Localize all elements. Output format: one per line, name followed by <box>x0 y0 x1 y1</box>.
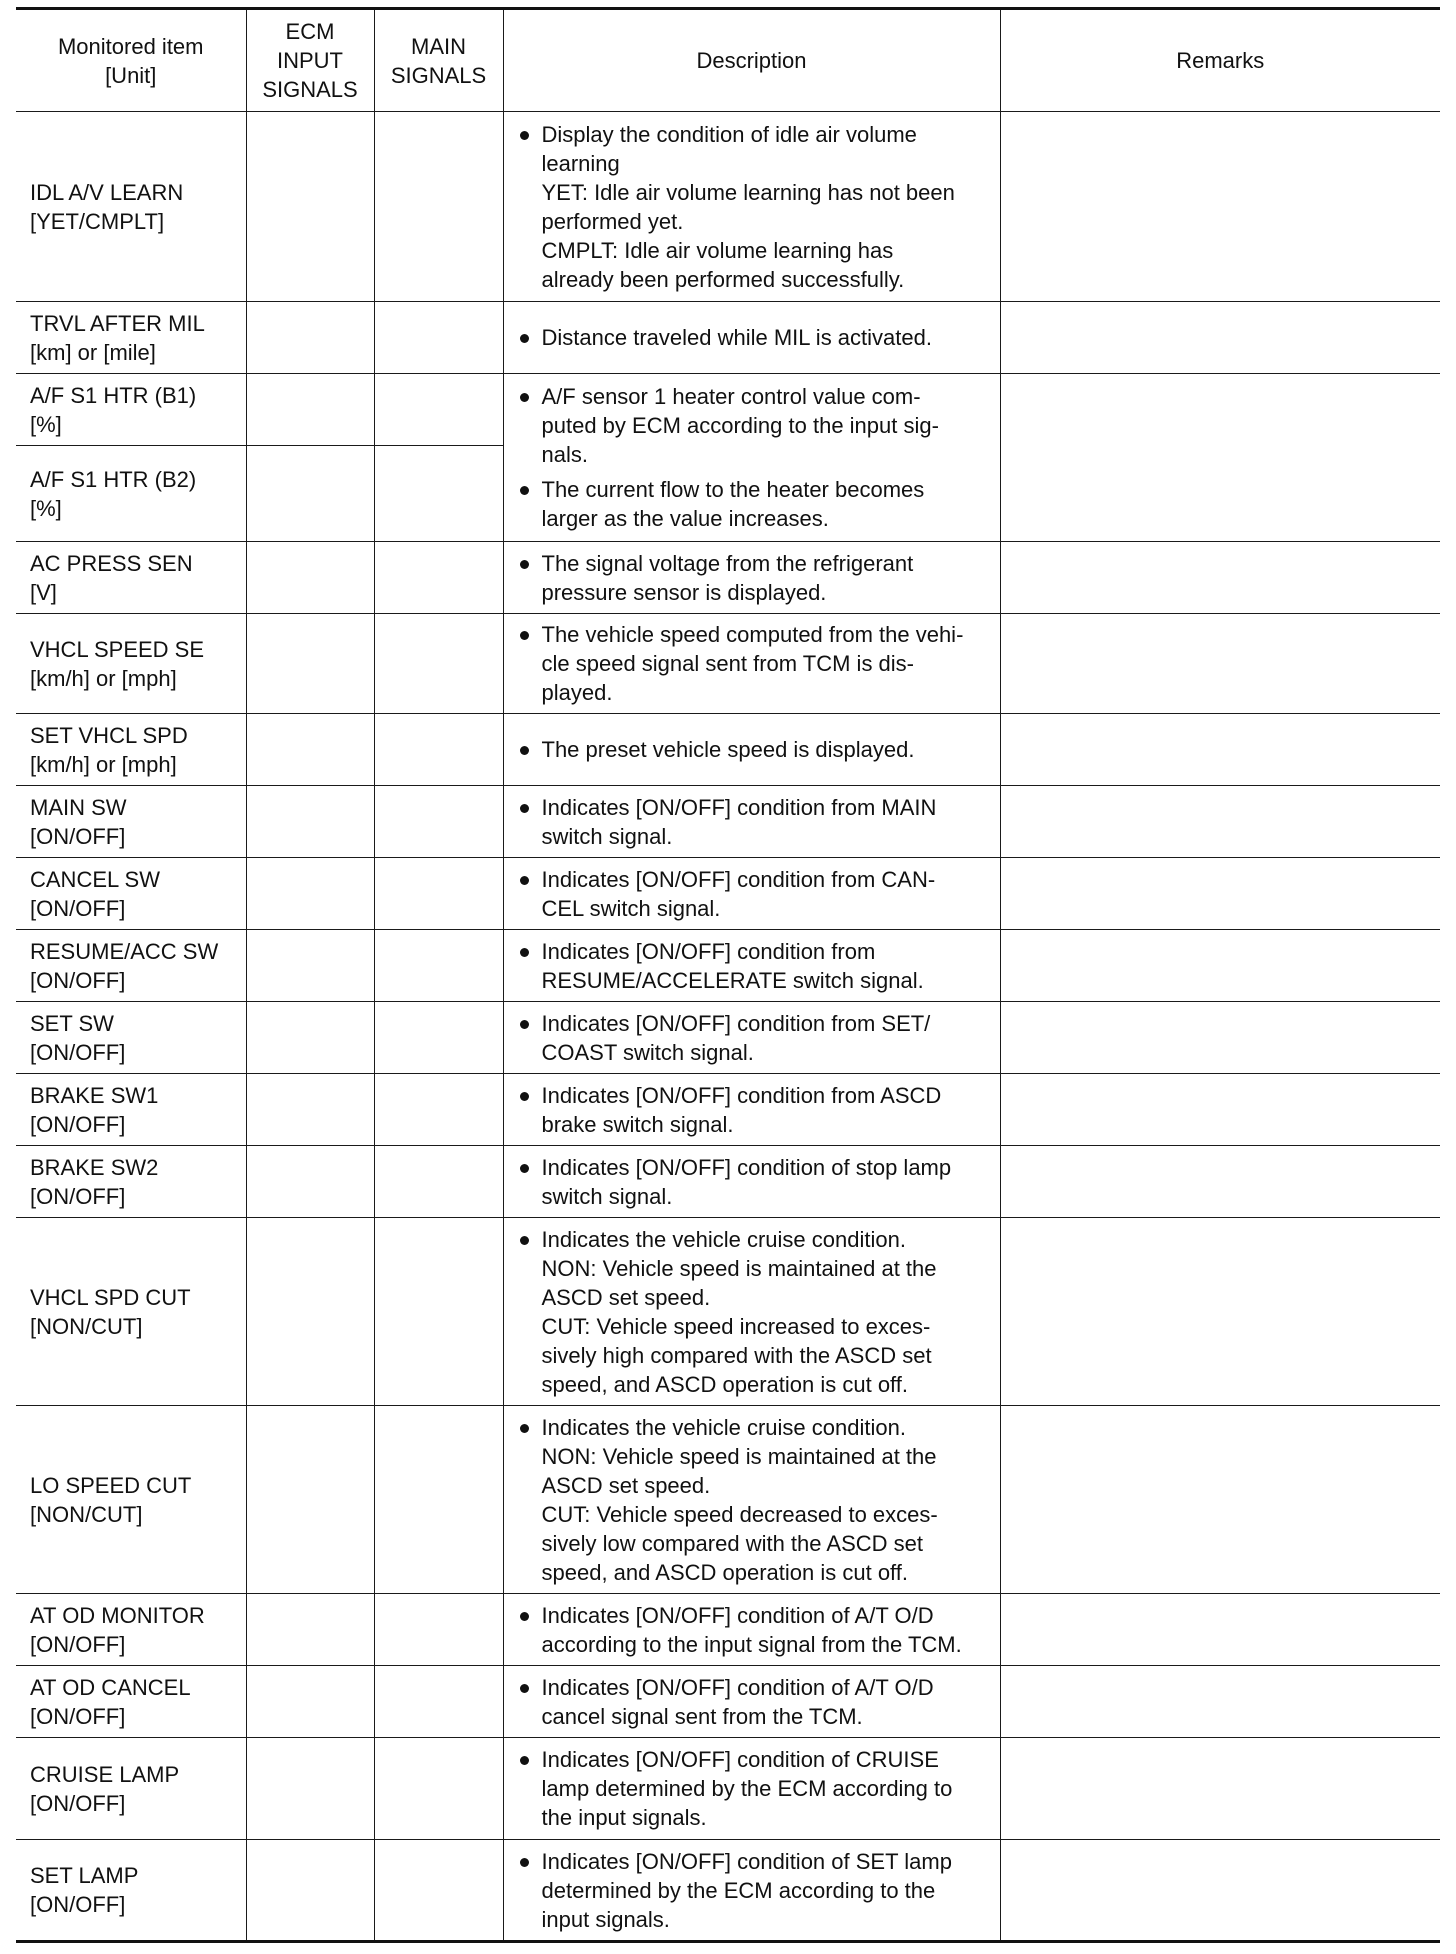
description-cell <box>503 1738 1000 1840</box>
description-line: Indicates [ON/OFF] condition from <box>541 938 876 964</box>
description-line: nals. <box>541 442 588 467</box>
item-unit: [ON/OFF] <box>30 967 126 993</box>
description-bullet <box>516 1673 996 1731</box>
main-signals-cell <box>374 1738 503 1840</box>
description-bullet <box>516 1225 996 1399</box>
monitor-item-table <box>16 7 1440 1943</box>
description-line: already been performed successfully. <box>541 266 905 292</box>
remarks-cell <box>1000 614 1440 714</box>
item-unit: [NON/CUT] <box>30 1501 143 1527</box>
description-list <box>516 382 996 533</box>
main-signals-cell <box>374 1594 503 1666</box>
header-remarks: Remarks <box>1000 9 1440 112</box>
remarks-cell <box>1000 1146 1440 1218</box>
main-signals-cell <box>374 542 503 614</box>
table-row <box>16 1738 1440 1840</box>
description-bullet <box>516 1847 996 1934</box>
description-line: cancel signal sent from the TCM. <box>541 1703 863 1729</box>
monitored-item-cell <box>16 1002 246 1074</box>
description-line: larger as the value increases. <box>541 506 829 531</box>
description-line: YET: Idle air volume learning has not been <box>541 179 955 205</box>
ecm-input-signals-cell <box>246 1218 374 1406</box>
description-cell <box>503 1146 1000 1218</box>
ecm-input-signals-cell <box>246 1666 374 1738</box>
ecm-input-signals-cell <box>246 930 374 1002</box>
remarks-cell <box>1000 1666 1440 1738</box>
description-line: switch signal. <box>541 823 673 849</box>
description-line: sively high compared with the ASCD set <box>541 1342 932 1368</box>
description-bullet <box>516 382 996 469</box>
item-name: SET LAMP <box>30 1863 139 1888</box>
description-line: Indicates [ON/OFF] condition of SET lamp <box>541 1848 952 1874</box>
item-name: AT OD CANCEL <box>30 1674 191 1700</box>
description-line: NON: Vehicle speed is maintained at the <box>541 1443 937 1469</box>
description-line: Indicates the vehicle cruise condition. <box>541 1226 906 1252</box>
main-signals-cell <box>374 1218 503 1406</box>
remarks-cell <box>1000 786 1440 858</box>
monitored-item-cell <box>16 930 246 1002</box>
item-name: VHCL SPEED SE <box>30 636 205 662</box>
table-row <box>16 1218 1440 1406</box>
description-line: CUT: Vehicle speed decreased to exces- <box>541 1501 938 1527</box>
monitored-item-cell <box>16 714 246 786</box>
item-name: AC PRESS SEN <box>30 550 193 576</box>
remarks-cell <box>1000 1406 1440 1594</box>
item-unit: [ON/OFF] <box>30 1892 126 1917</box>
monitored-item-cell <box>16 1840 246 1942</box>
monitored-item-cell <box>16 614 246 714</box>
table-row <box>16 786 1440 858</box>
monitored-item-cell <box>16 374 246 446</box>
description-bullet <box>516 1601 996 1659</box>
description-cell <box>503 786 1000 858</box>
monitored-item-cell <box>16 112 246 302</box>
table-row <box>16 1146 1440 1218</box>
description-list <box>516 549 996 607</box>
table-row <box>16 858 1440 930</box>
table-row <box>16 1594 1440 1666</box>
description-cell <box>503 1218 1000 1406</box>
table-row <box>16 542 1440 614</box>
table-row <box>16 1406 1440 1594</box>
description-line: The vehicle speed computed from the vehi- <box>541 622 964 647</box>
ecm-input-signals-cell <box>246 1146 374 1218</box>
description-line: A/F sensor 1 heater control value com- <box>541 384 921 409</box>
item-unit: [ON/OFF] <box>30 823 126 849</box>
description-line: sively low compared with the ASCD set <box>541 1530 923 1556</box>
description-line: Indicates [ON/OFF] condition from ASCD <box>541 1082 942 1108</box>
description-line: Display the condition of idle air volume <box>541 121 917 147</box>
monitored-item-cell <box>16 446 246 542</box>
description-line: Distance traveled while MIL is activated. <box>541 325 932 350</box>
remarks-cell <box>1000 374 1440 542</box>
description-bullet <box>516 1413 996 1587</box>
item-unit: [km] or [mile] <box>30 339 156 365</box>
main-signals-cell <box>374 1666 503 1738</box>
ecm-input-signals-cell <box>246 858 374 930</box>
monitored-item-cell <box>16 1594 246 1666</box>
header-ecm-input-signals: ECM INPUT SIGNALS <box>246 9 374 112</box>
item-name: LO SPEED CUT <box>30 1472 192 1498</box>
description-cell <box>503 614 1000 714</box>
table-row <box>16 930 1440 1002</box>
item-unit: [%] <box>30 411 62 437</box>
description-line: ASCD set speed. <box>541 1284 711 1310</box>
table-row <box>16 614 1440 714</box>
main-signals-cell <box>374 1074 503 1146</box>
description-line: Indicates [ON/OFF] condition of stop lamp <box>541 1154 952 1180</box>
description-bullet <box>516 1745 996 1832</box>
ecm-input-signals-cell <box>246 1406 374 1594</box>
main-signals-cell <box>374 786 503 858</box>
remarks-cell <box>1000 1840 1440 1942</box>
description-line: RESUME/ACCELERATE switch signal. <box>541 967 924 993</box>
main-signals-cell <box>374 446 503 542</box>
description-list <box>516 1081 996 1139</box>
description-line: COAST switch signal. <box>541 1039 754 1065</box>
main-signals-cell <box>374 302 503 374</box>
table-row <box>16 1002 1440 1074</box>
description-cell <box>503 112 1000 302</box>
remarks-cell <box>1000 930 1440 1002</box>
item-name: BRAKE SW1 <box>30 1082 159 1108</box>
ecm-input-signals-cell <box>246 1840 374 1942</box>
monitored-item-cell <box>16 786 246 858</box>
remarks-cell <box>1000 542 1440 614</box>
description-line: performed yet. <box>541 208 684 234</box>
description-line: played. <box>541 680 613 705</box>
main-signals-cell <box>374 112 503 302</box>
header-monitored-item: Monitored item [Unit] <box>16 9 246 112</box>
description-list <box>516 1009 996 1067</box>
description-line: CUT: Vehicle speed increased to exces- <box>541 1313 931 1339</box>
description-line: input signals. <box>541 1906 670 1932</box>
table-row <box>16 1840 1440 1942</box>
description-cell <box>503 1594 1000 1666</box>
description-line: determined by the ECM according to the <box>541 1877 936 1903</box>
description-line: Indicates the vehicle cruise condition. <box>541 1414 906 1440</box>
description-line: The signal voltage from the refrigerant <box>541 550 914 576</box>
item-name: CRUISE LAMP <box>30 1761 180 1787</box>
description-cell <box>503 858 1000 930</box>
ecm-input-signals-cell <box>246 112 374 302</box>
description-list <box>516 1225 996 1399</box>
item-name: A/F S1 HTR (B1) <box>30 382 197 408</box>
description-bullet <box>516 793 996 851</box>
description-list <box>516 323 996 352</box>
description-list <box>516 1847 996 1934</box>
main-signals-cell <box>374 374 503 446</box>
description-bullet <box>516 735 996 764</box>
item-unit: [ON/OFF] <box>30 1703 126 1729</box>
remarks-cell <box>1000 858 1440 930</box>
item-name: CANCEL SW <box>30 866 160 892</box>
description-line: speed, and ASCD operation is cut off. <box>541 1371 908 1397</box>
description-bullet <box>516 549 996 607</box>
remarks-cell <box>1000 1218 1440 1406</box>
monitored-item-cell <box>16 542 246 614</box>
description-list <box>516 1153 996 1211</box>
main-signals-cell <box>374 858 503 930</box>
description-list <box>516 1745 996 1832</box>
ecm-input-signals-cell <box>246 786 374 858</box>
item-unit: [ON/OFF] <box>30 1631 126 1657</box>
description-cell <box>503 1074 1000 1146</box>
description-cell <box>503 1406 1000 1594</box>
description-line: pressure sensor is displayed. <box>541 579 827 605</box>
ecm-input-signals-cell <box>246 446 374 542</box>
table-row <box>16 112 1440 302</box>
ecm-input-signals-cell <box>246 1594 374 1666</box>
description-line: Indicates [ON/OFF] condition of CRUISE <box>541 1747 939 1772</box>
description-bullet <box>516 1081 996 1139</box>
monitored-item-cell <box>16 1738 246 1840</box>
description-bullet <box>516 865 996 923</box>
description-line: according to the input signal from the TCM. <box>541 1631 962 1657</box>
monitored-item-cell <box>16 1074 246 1146</box>
item-unit: [ON/OFF] <box>30 1111 126 1137</box>
ecm-input-signals-cell <box>246 1738 374 1840</box>
monitored-item-cell <box>16 1666 246 1738</box>
description-cell <box>503 302 1000 374</box>
description-line: the input signals. <box>541 1805 707 1830</box>
item-name: SET VHCL SPD <box>30 722 188 748</box>
description-bullet <box>516 323 996 352</box>
main-signals-cell <box>374 614 503 714</box>
monitored-item-cell <box>16 1218 246 1406</box>
description-line: Indicates [ON/OFF] condition from CAN- <box>541 866 936 892</box>
item-name: TRVL AFTER MIL <box>30 310 205 336</box>
item-unit: [ON/OFF] <box>30 1183 126 1209</box>
description-bullet <box>516 1009 996 1067</box>
main-signals-cell <box>374 1146 503 1218</box>
item-name: A/F S1 HTR (B2) <box>30 466 197 492</box>
description-cell <box>503 930 1000 1002</box>
description-line: Indicates [ON/OFF] condition from SET/ <box>541 1010 931 1036</box>
description-line: NON: Vehicle speed is maintained at the <box>541 1255 937 1281</box>
item-name: BRAKE SW2 <box>30 1154 159 1180</box>
description-line: ASCD set speed. <box>541 1472 711 1498</box>
remarks-cell <box>1000 1074 1440 1146</box>
main-signals-cell <box>374 930 503 1002</box>
description-list <box>516 1413 996 1587</box>
main-signals-cell <box>374 1002 503 1074</box>
item-unit: [ON/OFF] <box>30 1790 126 1816</box>
remarks-cell <box>1000 714 1440 786</box>
description-list <box>516 120 996 294</box>
item-unit: [km/h] or [mph] <box>30 751 177 777</box>
ecm-input-signals-cell <box>246 1002 374 1074</box>
description-list <box>516 937 996 995</box>
description-line: learning <box>541 150 620 176</box>
item-name: RESUME/ACC SW <box>30 938 219 964</box>
description-line: brake switch signal. <box>541 1111 734 1137</box>
remarks-cell <box>1000 1002 1440 1074</box>
monitored-item-cell <box>16 858 246 930</box>
item-unit: [%] <box>30 495 62 521</box>
description-line: Indicates [ON/OFF] condition from MAIN <box>541 794 937 820</box>
monitored-item-cell <box>16 1146 246 1218</box>
description-line: lamp determined by the ECM according to <box>541 1776 953 1801</box>
header-main-signals: MAIN SIGNALS <box>374 9 503 112</box>
description-cell <box>503 1840 1000 1942</box>
description-line: Indicates [ON/OFF] condition of A/T O/D <box>541 1602 934 1628</box>
description-bullet <box>516 620 996 707</box>
remarks-cell <box>1000 1594 1440 1666</box>
ecm-input-signals-cell <box>246 374 374 446</box>
monitored-item-cell <box>16 302 246 374</box>
main-signals-cell <box>374 1840 503 1942</box>
item-name: MAIN SW <box>30 794 127 820</box>
description-line: switch signal. <box>541 1183 673 1209</box>
ecm-input-signals-cell <box>246 302 374 374</box>
table-row <box>16 302 1440 374</box>
item-unit: [ON/OFF] <box>30 895 126 921</box>
item-unit: [YET/CMPLT] <box>30 208 165 234</box>
item-unit: [NON/CUT] <box>30 1313 143 1339</box>
remarks-cell <box>1000 112 1440 302</box>
description-bullet <box>516 120 996 294</box>
main-signals-cell <box>374 1406 503 1594</box>
description-line: puted by ECM according to the input sig- <box>541 413 939 438</box>
description-line: CMPLT: Idle air volume learning has <box>541 237 894 263</box>
item-name: VHCL SPD CUT <box>30 1284 191 1310</box>
remarks-cell <box>1000 302 1440 374</box>
description-cell <box>503 714 1000 786</box>
header-row <box>16 9 1440 112</box>
description-line: cle speed signal sent from TCM is dis- <box>541 651 915 676</box>
ecm-input-signals-cell <box>246 714 374 786</box>
description-bullet <box>516 1153 996 1211</box>
main-signals-cell <box>374 714 503 786</box>
item-name: SET SW <box>30 1010 114 1036</box>
ecm-input-signals-cell <box>246 542 374 614</box>
description-list <box>516 1673 996 1731</box>
description-line: The preset vehicle speed is displayed. <box>541 737 915 762</box>
description-line: speed, and ASCD operation is cut off. <box>541 1559 908 1585</box>
item-unit: [V] <box>30 579 57 605</box>
description-line: The current flow to the heater becomes <box>541 477 925 502</box>
table-row <box>16 374 1440 446</box>
table-row <box>16 714 1440 786</box>
description-list <box>516 793 996 851</box>
ecm-input-signals-cell <box>246 1074 374 1146</box>
item-unit: [ON/OFF] <box>30 1039 126 1065</box>
header-description: Description <box>503 9 1000 112</box>
remarks-cell <box>1000 1738 1440 1840</box>
description-list <box>516 865 996 923</box>
description-cell <box>503 1666 1000 1738</box>
table-row <box>16 1074 1440 1146</box>
item-name: IDL A/V LEARN <box>30 179 184 205</box>
description-list <box>516 620 996 707</box>
description-line: Indicates [ON/OFF] condition of A/T O/D <box>541 1674 934 1700</box>
item-name: AT OD MONITOR <box>30 1602 205 1628</box>
description-list <box>516 1601 996 1659</box>
ecm-input-signals-cell <box>246 614 374 714</box>
table-row <box>16 1666 1440 1738</box>
description-line: CEL switch signal. <box>541 895 721 921</box>
description-cell <box>503 1002 1000 1074</box>
description-bullet <box>516 475 996 533</box>
description-cell <box>503 542 1000 614</box>
description-list <box>516 735 996 764</box>
description-cell <box>503 374 1000 542</box>
item-unit: [km/h] or [mph] <box>30 665 177 691</box>
description-bullet <box>516 937 996 995</box>
monitored-item-cell <box>16 1406 246 1594</box>
